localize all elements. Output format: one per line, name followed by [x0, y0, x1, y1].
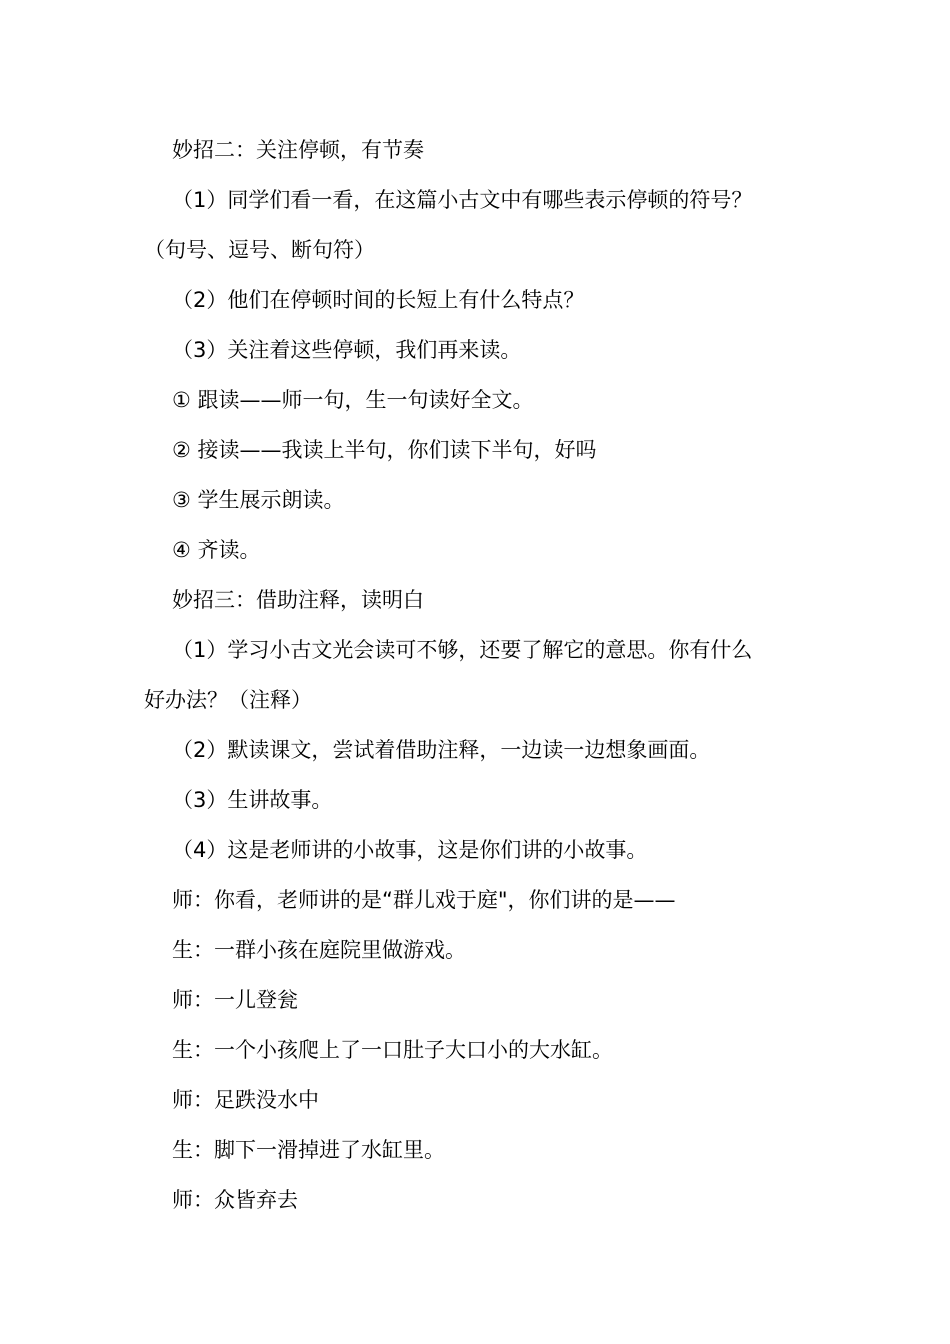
dialogue-line: 生：一群小孩在庭院里做游戏。 [172, 938, 466, 962]
paragraph-answer-1: （句号、逗号、断句符） [144, 238, 375, 262]
dialogue-line: 生：脚下一滑掉进了水缸里。 [172, 1138, 445, 1162]
section-heading-three: 妙招三：借助注释，读明白 [172, 588, 424, 612]
dialogue-line: 师：众皆弃去 [172, 1188, 298, 1212]
paragraph-notes-2: （2）默读课文，尝试着借助注释，一边读一边想象画面。 [172, 738, 711, 762]
section-heading-two: 妙招二：关注停顿，有节奏 [172, 138, 424, 162]
list-item-student-read: ③ 学生展示朗读。 [172, 488, 345, 512]
list-item-relay-read: ② 接读——我读上半句，你们读下半句，好吗 [172, 438, 597, 462]
list-item-follow-read: ① 跟读——师一句，生一句读好全文。 [172, 388, 534, 412]
dialogue-line: 师：足跌没水中 [172, 1088, 319, 1112]
paragraph-notes-1: （1）学习小古文光会读可不够，还要了解它的意思。你有什么 [172, 638, 753, 662]
dialogue-line: 师：你看，老师讲的是“群儿戏于庭"，你们讲的是—— [172, 888, 676, 912]
paragraph-question-1: （1）同学们看一看，在这篇小古文中有哪些表示停顿的符号？ [172, 188, 753, 212]
paragraph-question-2: （2）他们在停顿时间的长短上有什么特点？ [172, 288, 585, 312]
dialogue-line: 师：一儿登瓮 [172, 988, 298, 1012]
list-item-group-read: ④ 齐读。 [172, 538, 261, 562]
paragraph-notes-4: （4）这是老师讲的小故事，这是你们讲的小故事。 [172, 838, 648, 862]
dialogue-line: 生：一个小孩爬上了一口肚子大口小的大水缸。 [172, 1038, 613, 1062]
paragraph-step-3: （3）关注着这些停顿，我们再来读。 [172, 338, 522, 362]
paragraph-notes-1-cont: 好办法？（注释） [144, 688, 312, 712]
paragraph-notes-3: （3）生讲故事。 [172, 788, 333, 812]
